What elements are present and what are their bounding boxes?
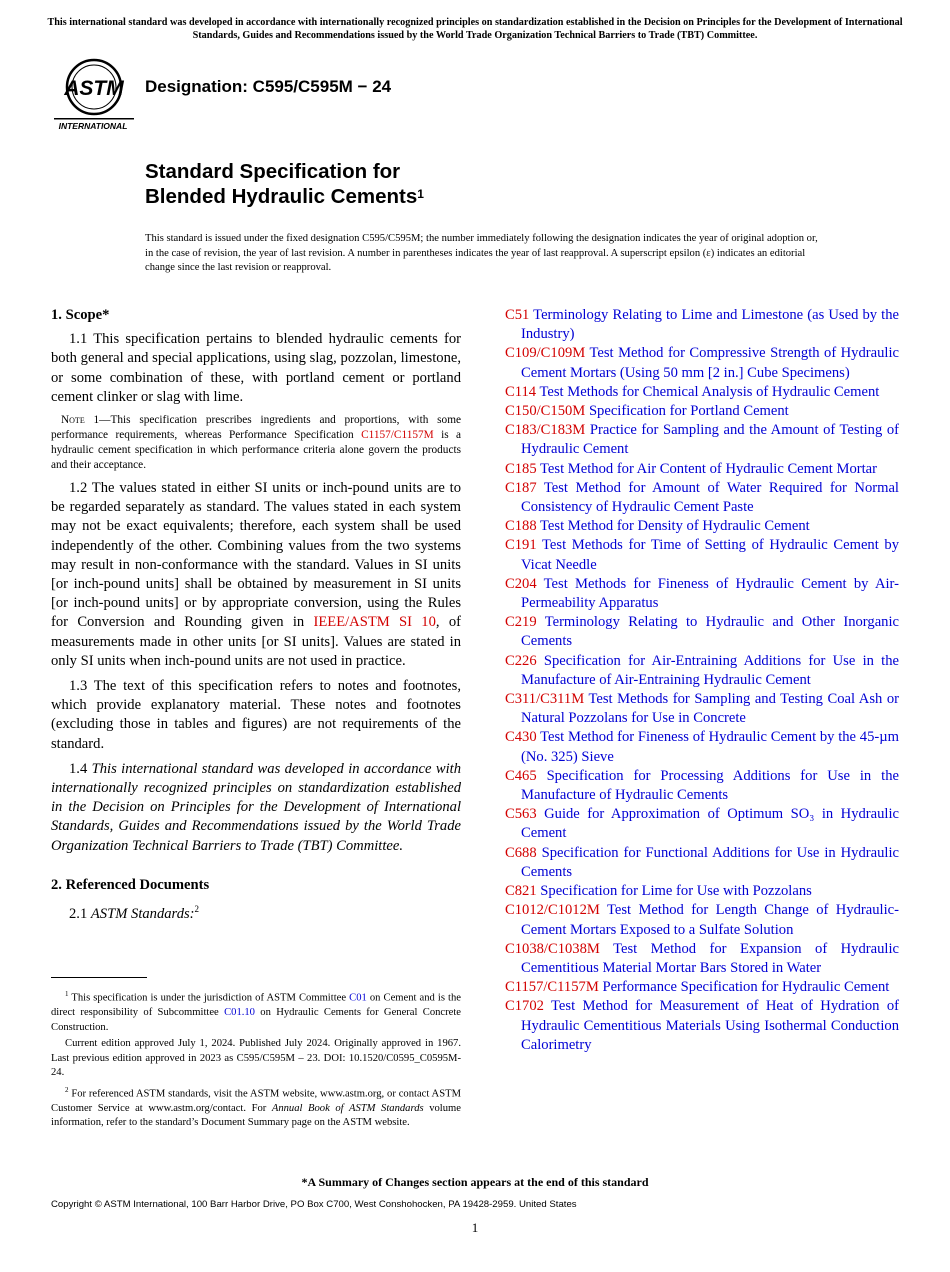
- issuance-note: This standard is issued under the fixed designation C595/C595M; the number immediately following the designation indicates the year of original adoption or, in the case of revision, the year of last revision. A number in parentheses indicates the year of last reapproval. A superscript epsilon (ε) indicates an editorial change since the last revision or reapproval.: [145, 233, 818, 273]
- page-number: 1: [471, 1220, 479, 1235]
- footnote-1-mark: 1: [65, 990, 69, 998]
- footnote-2-number: 2: [65, 1085, 69, 1094]
- reference-title-link[interactable]: Test Method for Compressive Strength of Hydraulic Cement Mortars (Using 50 mm [2 in.] Cube Specimens): [521, 345, 899, 381]
- reference-title-link[interactable]: Guide for Approximation of Optimum SO₃ in Hydraulic Cement: [521, 806, 900, 842]
- section-2-1: [51, 900, 461, 924]
- si10-link[interactable]: IEEE/ASTM SI 10: [313, 614, 436, 631]
- reference-code-link[interactable]: C688: [505, 844, 537, 861]
- title-footnote-mark: 1: [417, 187, 424, 201]
- reference-code-link[interactable]: C114: [505, 383, 537, 400]
- reference-item: [505, 421, 899, 459]
- footnote-divider: [51, 977, 147, 978]
- reference-code-link[interactable]: C563: [505, 806, 537, 823]
- reference-item: [505, 613, 899, 651]
- reference-title-link[interactable]: Test Methods for Time of Setting of Hydraulic Cement by Vicat Needle: [521, 537, 900, 573]
- reference-title-link[interactable]: Test Method for Length Change of Hydraulic-Cement Mortars Exposed to a Sulfate Solution: [521, 902, 899, 938]
- astm-logo: [50, 55, 136, 131]
- footnote-1-text: This specification is under the jurisdiction of ASTM Committee: [68, 992, 350, 1004]
- reference-code-link[interactable]: C191: [505, 537, 537, 554]
- reference-code-link[interactable]: C219: [505, 614, 537, 631]
- reference-code-link[interactable]: C1157/C1157M: [505, 979, 599, 996]
- reference-title-link[interactable]: Test Methods for Fineness of Hydraulic Cement by Air-Permeability Apparatus: [521, 575, 899, 612]
- reference-code-link[interactable]: C226: [505, 652, 537, 669]
- section-1-4-number: 1.4: [69, 760, 92, 777]
- reference-item: [505, 344, 899, 382]
- reference-code-link[interactable]: C1012/C1012M: [505, 902, 600, 919]
- reference-item: [505, 690, 899, 728]
- reference-title-link[interactable]: Test Method for Air Content of Hydraulic Cement Mortar: [540, 460, 878, 477]
- title-line-2: Blended Hydraulic Cements: [145, 185, 418, 208]
- reference-title-link[interactable]: Test Method for Density of Hydraulic Cement: [540, 518, 810, 535]
- reference-title-link[interactable]: Test Method for Fineness of Hydraulic Cement by the 45-µm (No. 325) Sieve: [521, 729, 899, 765]
- reference-title-link[interactable]: Terminology Relating to Hydraulic and Other Inorganic Cements: [521, 614, 899, 650]
- reference-code-link[interactable]: C311/C311M: [505, 691, 585, 708]
- note-1: [51, 413, 461, 473]
- section-1-4: [51, 760, 461, 856]
- logo-wordmark: ASTM: [64, 77, 124, 100]
- footnotes: [51, 987, 461, 1133]
- reference-title-link[interactable]: Specification for Lime for Use with Pozzolans: [540, 883, 812, 900]
- section-1-2: [51, 479, 461, 671]
- footnote-1-edition: Current edition approved July 1, 2024. Published July 2024. Originally approved in 1967. Last previous edition approved in 2023 as C595/C595M – 23. DOI: 10.1520/C0595_C0595M-24.: [51, 1038, 461, 1079]
- reference-item: [505, 805, 899, 843]
- section-1-3: 1.3 The text of this specification refers to notes and footnotes, which provide explanatory material. These notes and footnotes (excluding those in tables and figures) are not requirements of the standard.: [51, 678, 461, 752]
- reference-item: [505, 652, 899, 690]
- reference-item: [505, 460, 899, 479]
- reference-item: [505, 882, 899, 901]
- reference-item: [505, 901, 899, 939]
- reference-item: [505, 536, 899, 574]
- section-1-1: 1.1 This specification pertains to blended hydraulic cements for both general and special applications, using slag, pozzolan, limestone, or some combination of these, with portland cement or portland cement clinker or slag with lime.: [51, 331, 461, 405]
- footnote-2-text-end: volume information, refer to the standard’s Document Summary page on the ASTM website.: [51, 1102, 461, 1129]
- reference-code-link[interactable]: C187: [505, 479, 537, 496]
- section-1-2-text-end: , of measurements made in other units [or SI units]. Values are stated in only SI units when inch-pound units are not used in practice.: [51, 614, 461, 669]
- reference-item: [505, 575, 899, 613]
- footnote-2-text: For referenced ASTM standards, visit the ASTM website, www.astm.org, or contact ASTM Customer Service at www.astm.org/contact. For: [51, 1088, 461, 1114]
- title-line-1: Standard Specification for: [145, 160, 401, 183]
- reference-title-link[interactable]: Test Methods for Chemical Analysis of Hydraulic Cement: [539, 383, 880, 400]
- note-label: Note: [61, 414, 85, 427]
- reference-title-link[interactable]: Test Method for Amount of Water Required for Normal Consistency of Hydraulic Cement Paste: [521, 479, 899, 516]
- reference-code-link[interactable]: C150/C150M: [505, 403, 586, 420]
- reference-title-link[interactable]: Specification for Functional Additions for Use in Hydraulic Cements: [521, 844, 899, 880]
- reference-title-link[interactable]: Specification for Air-Entraining Additions for Use in the Manufacture of Air-Entraining Hydraulic Cement: [521, 652, 899, 688]
- section-1-4-text: This international standard was developed in accordance with internationally recognized principles on standardization established in the Decision on Principles for the Development of International Standards, Guides and Recommendations issued by the World Trade Organization Technical Barriers to Trade (TBT) Committee.: [51, 760, 462, 854]
- reference-code-link[interactable]: C465: [505, 767, 537, 784]
- referenced-documents-heading: 2. Referenced Documents: [51, 876, 210, 893]
- logo-subtext: INTERNATIONAL: [58, 121, 128, 131]
- annual-book-title: Annual Book of ASTM Standards: [271, 1102, 424, 1114]
- scope-heading: 1. Scope*: [51, 307, 110, 323]
- reference-title-link[interactable]: Test Method for Measurement of Heat of Hydration of Hydraulic Cementitious Materials Using Isothermal Conduction Calorimetry: [521, 998, 899, 1053]
- reference-title-link[interactable]: Performance Specification for Hydraulic Cement: [602, 979, 890, 996]
- reference-code-link[interactable]: C51: [505, 307, 530, 323]
- reference-item: [505, 383, 899, 402]
- wto-notice: This international standard was developed in accordance with internationally recognized principles on standardization established in the Decision on Principles for the Development of International Standards, Guides and Recommendations issued by the World Trade Organization Technical Barriers to Trade (TBT) Committee.: [47, 17, 903, 41]
- designation: Designation: C595/C595M − 24: [145, 77, 392, 96]
- reference-item: [505, 479, 899, 517]
- reference-item: [505, 940, 899, 978]
- note-1-link[interactable]: C1157/C1157M: [361, 429, 434, 442]
- footnote-1: [51, 987, 461, 1035]
- reference-code-link[interactable]: C1702: [505, 998, 544, 1015]
- reference-item: [505, 767, 899, 805]
- footnote-2-mark: 2: [194, 904, 200, 915]
- reference-list: [505, 306, 899, 1055]
- astm-standards-label: ASTM Standards:: [90, 905, 195, 922]
- note-1-text-end: is a hydraulic cement specification in which performance criteria alone govern the products and their acceptance.: [51, 429, 461, 472]
- reference-code-link[interactable]: C1038/C1038M: [505, 940, 600, 957]
- subcommittee-link[interactable]: C01.10: [224, 1007, 255, 1019]
- reference-code-link[interactable]: C185: [505, 460, 537, 477]
- reference-item: [505, 997, 899, 1055]
- reference-code-link[interactable]: C430: [505, 729, 537, 746]
- reference-code-link[interactable]: C183/C183M: [505, 422, 586, 439]
- reference-item: [505, 728, 899, 766]
- note-1-text: 1—This specification prescribes ingredients and proportions, with some performance requirements, whereas Performance Specification: [51, 414, 461, 442]
- footnote-1-text-3: on Hydraulic Cements for General Concrete Construction.: [51, 1007, 461, 1033]
- reference-item: [505, 306, 899, 344]
- reference-title-link[interactable]: Specification for Portland Cement: [588, 403, 789, 420]
- reference-code-link[interactable]: C821: [505, 883, 537, 900]
- section-2-1-number: 2.1: [69, 905, 91, 922]
- reference-item: [505, 844, 899, 882]
- committee-link[interactable]: C01: [349, 992, 367, 1004]
- reference-item: [505, 402, 899, 421]
- reference-title-link[interactable]: Test Method for Expansion of Hydraulic Cementitious Material Mortar Bars Stored in Water: [521, 940, 899, 976]
- reference-item: [505, 517, 899, 536]
- reference-code-link[interactable]: C109/C109M: [505, 345, 586, 362]
- reference-item: [505, 978, 899, 997]
- document-title: [145, 159, 424, 209]
- reference-code-link[interactable]: C204: [505, 575, 537, 592]
- footnote-2: [51, 1083, 461, 1131]
- copyright: Copyright © ASTM International, 100 Barr Harbor Drive, PO Box C700, West Conshohocken, PA 19428-2959. United States: [51, 1199, 577, 1210]
- reference-title-link[interactable]: Terminology Relating to Lime and Limestone (as Used by the Industry): [521, 307, 899, 343]
- reference-title-link[interactable]: Specification for Processing Additions for Use in the Manufacture of Hydraulic Cements: [521, 767, 899, 804]
- reference-title-link[interactable]: Practice for Sampling and the Amount of Testing of Hydraulic Cement: [521, 422, 899, 458]
- reference-title-link[interactable]: Test Methods for Sampling and Testing Coal Ash or Natural Pozzolans for Use in Concrete: [521, 691, 900, 727]
- section-1-2-text: 1.2 The values stated in either SI units or inch-pound units are to be regarded separately as standard. The values stated in each system may not be exact equivalents; therefore, each system shall be used independently of the other. Combining values from the two systems may result in non-conformance with the standard. Values in SI units [or inch-pound units] shall be obtained by measurement in SI units [or inch-pound units] or by appropriate conversion, using the Rules for Conversion and Rounding given in: [51, 480, 461, 631]
- reference-code-link[interactable]: C188: [505, 518, 537, 535]
- footnote-1-text-2: on Cement and is the direct responsibility of Subcommittee: [51, 992, 462, 1019]
- summary-of-changes-note: *A Summary of Changes section appears at the end of this standard: [301, 1175, 649, 1189]
- left-column: [51, 306, 461, 930]
